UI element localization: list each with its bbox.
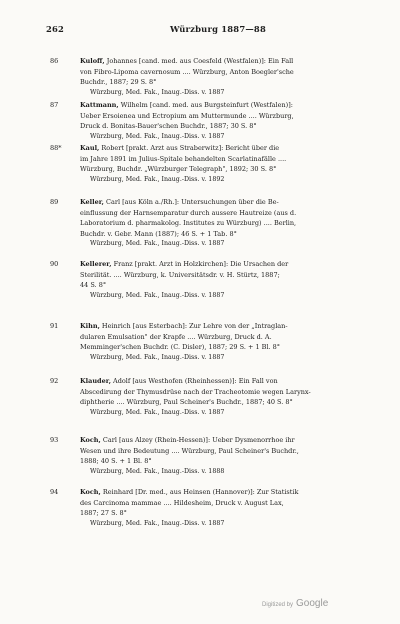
entry-line	[80, 56, 358, 67]
entry-body	[80, 435, 358, 477]
entry-text: Carl [aus Köln a./Rh.]: Untersuchungen über die Be-	[106, 198, 279, 206]
entry-text: Reinhard [Dr. med., aus Heinsen (Hannover)]: Zur Statistik	[102, 488, 299, 496]
entry-text: Franz [prakt. Arzt in Holzkirchen]: Die Ursachen der	[113, 260, 289, 268]
entry-author: Kellerer,	[80, 260, 112, 268]
entry-author: Kattmann,	[80, 101, 119, 109]
entry-line: Würzburg, Buchdr. „Würzburger Telegraph", 1892; 30 S. 8°	[80, 165, 277, 173]
entry-line: 44 S. 8°	[80, 281, 107, 289]
entry-line: Druck d. Bonitas-Bauer'schen Buchdr., 1887; 30 S. 8°	[80, 122, 257, 130]
entry-text: Robert [prakt. Arzt aus Straberwitz]: Bericht über die	[101, 144, 280, 152]
running-title: Würzburg 1887—88	[170, 24, 266, 34]
entry-body	[80, 376, 358, 418]
entry-line	[80, 143, 358, 154]
entry-body	[80, 56, 358, 98]
entry-number: 93	[50, 436, 59, 444]
entry-line: dularen Emulsation" der Krapfe .... Würzburg, Druck d. A.	[80, 332, 272, 341]
entry-dissertation-note: Würzburg, Med. Fak., Inaug.-Diss. v. 1887	[90, 240, 225, 247]
entry-line	[80, 100, 358, 111]
entry-line: des Carcinoma mammae .... Hildesheim, Druck v. August Lax,	[80, 498, 284, 507]
entry-line: Buchdr. v. Gebr. Mann (1887); 46 S. + 1 Tab. 8°	[80, 229, 237, 238]
entry-body	[80, 259, 358, 301]
entry-author: Keller,	[80, 198, 104, 206]
entry-line: Wesen und ihre Bedeutung .... Würzburg, Paul Scheiner's Buchdr.,	[80, 446, 299, 455]
entry-line	[80, 487, 358, 498]
running-header	[46, 24, 358, 38]
page-number: 262	[46, 24, 65, 34]
entry-line	[80, 376, 358, 387]
entry-dissertation-note: Würzburg, Med. Fak., Inaug.-Diss. v. 1887	[90, 353, 225, 361]
entry-line: Buchdr., 1887; 29 S. 8°	[80, 78, 157, 86]
entry-text: Wilhelm [cand. med. aus Burgsteinfurt (Westfalen)]:	[120, 101, 293, 109]
entry-number: 86	[50, 57, 59, 65]
entry-number: 90	[50, 260, 59, 268]
entry-line: von Fibro-Lipoma cavernosum .... Würzburg, Anton Boegler'sche	[80, 67, 294, 76]
entry-body	[80, 487, 358, 529]
entry-dissertation-note: Würzburg, Med. Fak., Inaug.-Diss. v. 1887	[90, 88, 225, 96]
entry-text: Carl [aus Alzey (Rhein-Hessen)]: Ueber Dysmenorrhoe ihr	[102, 436, 295, 444]
entry-dissertation-note: Würzburg, Med. Fak., Inaug.-Diss. v. 1887	[90, 291, 225, 299]
entry-body	[80, 197, 358, 250]
entry-line	[80, 197, 358, 208]
google-wordmark: Google	[296, 598, 329, 609]
entry-text: Heinrich [aus Esterbach]: Zur Lehre von der „Intraglan-	[101, 322, 288, 330]
digitized-watermark	[262, 598, 328, 609]
entry-text: Adolf [aus Westhofen (Rheinhessen)]: Ein Fall von	[113, 377, 278, 385]
entry-line: einflussung der Harnsemparatur durch aussere Hautreize (aus d.	[80, 208, 297, 217]
entry-body	[80, 100, 358, 142]
entry-number: 87	[50, 101, 59, 109]
entry-number: 94	[50, 488, 59, 496]
digitized-label: Digitized by	[262, 602, 294, 608]
entry-line	[80, 435, 358, 446]
entry-body	[80, 143, 358, 185]
entry-author: Klauder,	[80, 377, 111, 385]
entry-line: 1887; 27 S. 8°	[80, 509, 127, 517]
entry-dissertation-note: Würzburg, Med. Fak., Inaug.-Diss. v. 1887	[90, 519, 225, 527]
entry-line: Laboratorium d. pharmakolog. Institutes zu Würzburg) .... Berlin,	[80, 219, 297, 227]
entry-dissertation-note: Würzburg, Med. Fak., Inaug.-Diss. v. 1887	[90, 408, 225, 416]
entry-body	[80, 321, 358, 363]
entry-author: Kaul,	[80, 144, 100, 152]
entry-line: 1888; 40 S. + 1 Bl. 8°	[80, 457, 152, 465]
entry-author: Koch,	[80, 436, 101, 444]
entry-author: Koch,	[80, 488, 101, 496]
entry-number: 91	[50, 322, 59, 330]
entry-number: 92	[50, 377, 59, 385]
entry-line: diphtherie .... Würzburg, Paul Scheiner's Buchdr., 1887; 40 S. 8°	[80, 398, 293, 406]
entry-number: 88*	[50, 144, 62, 152]
entry-line: Abscedirung der Thymusdrüse nach der Tracheotomie wegen Larynx-	[80, 387, 311, 396]
entry-author: Kuloff,	[80, 57, 105, 65]
entry-author: Kihn,	[80, 322, 100, 330]
entry-text: Johannes [cand. med. aus Coesfeld (Westfalen)]: Ein Fall	[106, 57, 294, 65]
entry-line: Ueber Ersoienea und Ectropium am Muttermunde .... Würzburg,	[80, 111, 294, 120]
entry-line: im Jahre 1891 im Julius-Spitale behandelten Scarlatinafälle ....	[80, 154, 287, 163]
entry-line	[80, 259, 358, 270]
entry-line: Memminger'schen Buchdr. (C. Disler), 1887; 29 S. + 1 Bl. 8°	[80, 343, 281, 351]
entry-dissertation-note: Würzburg, Med. Fak., Inaug.-Diss. v. 1887	[90, 132, 225, 140]
entry-dissertation-note: Würzburg, Med. Fak., Inaug.-Diss. v. 1892	[90, 175, 225, 183]
entry-line	[80, 321, 358, 332]
entry-dissertation-note: Würzburg, Med. Fak., Inaug.-Diss. v. 1888	[90, 467, 225, 475]
entry-line: Sterilität. .... Würzburg, k. Universitätsdr. v. H. Stürtz, 1887;	[80, 270, 280, 279]
entry-number: 89	[50, 198, 59, 206]
